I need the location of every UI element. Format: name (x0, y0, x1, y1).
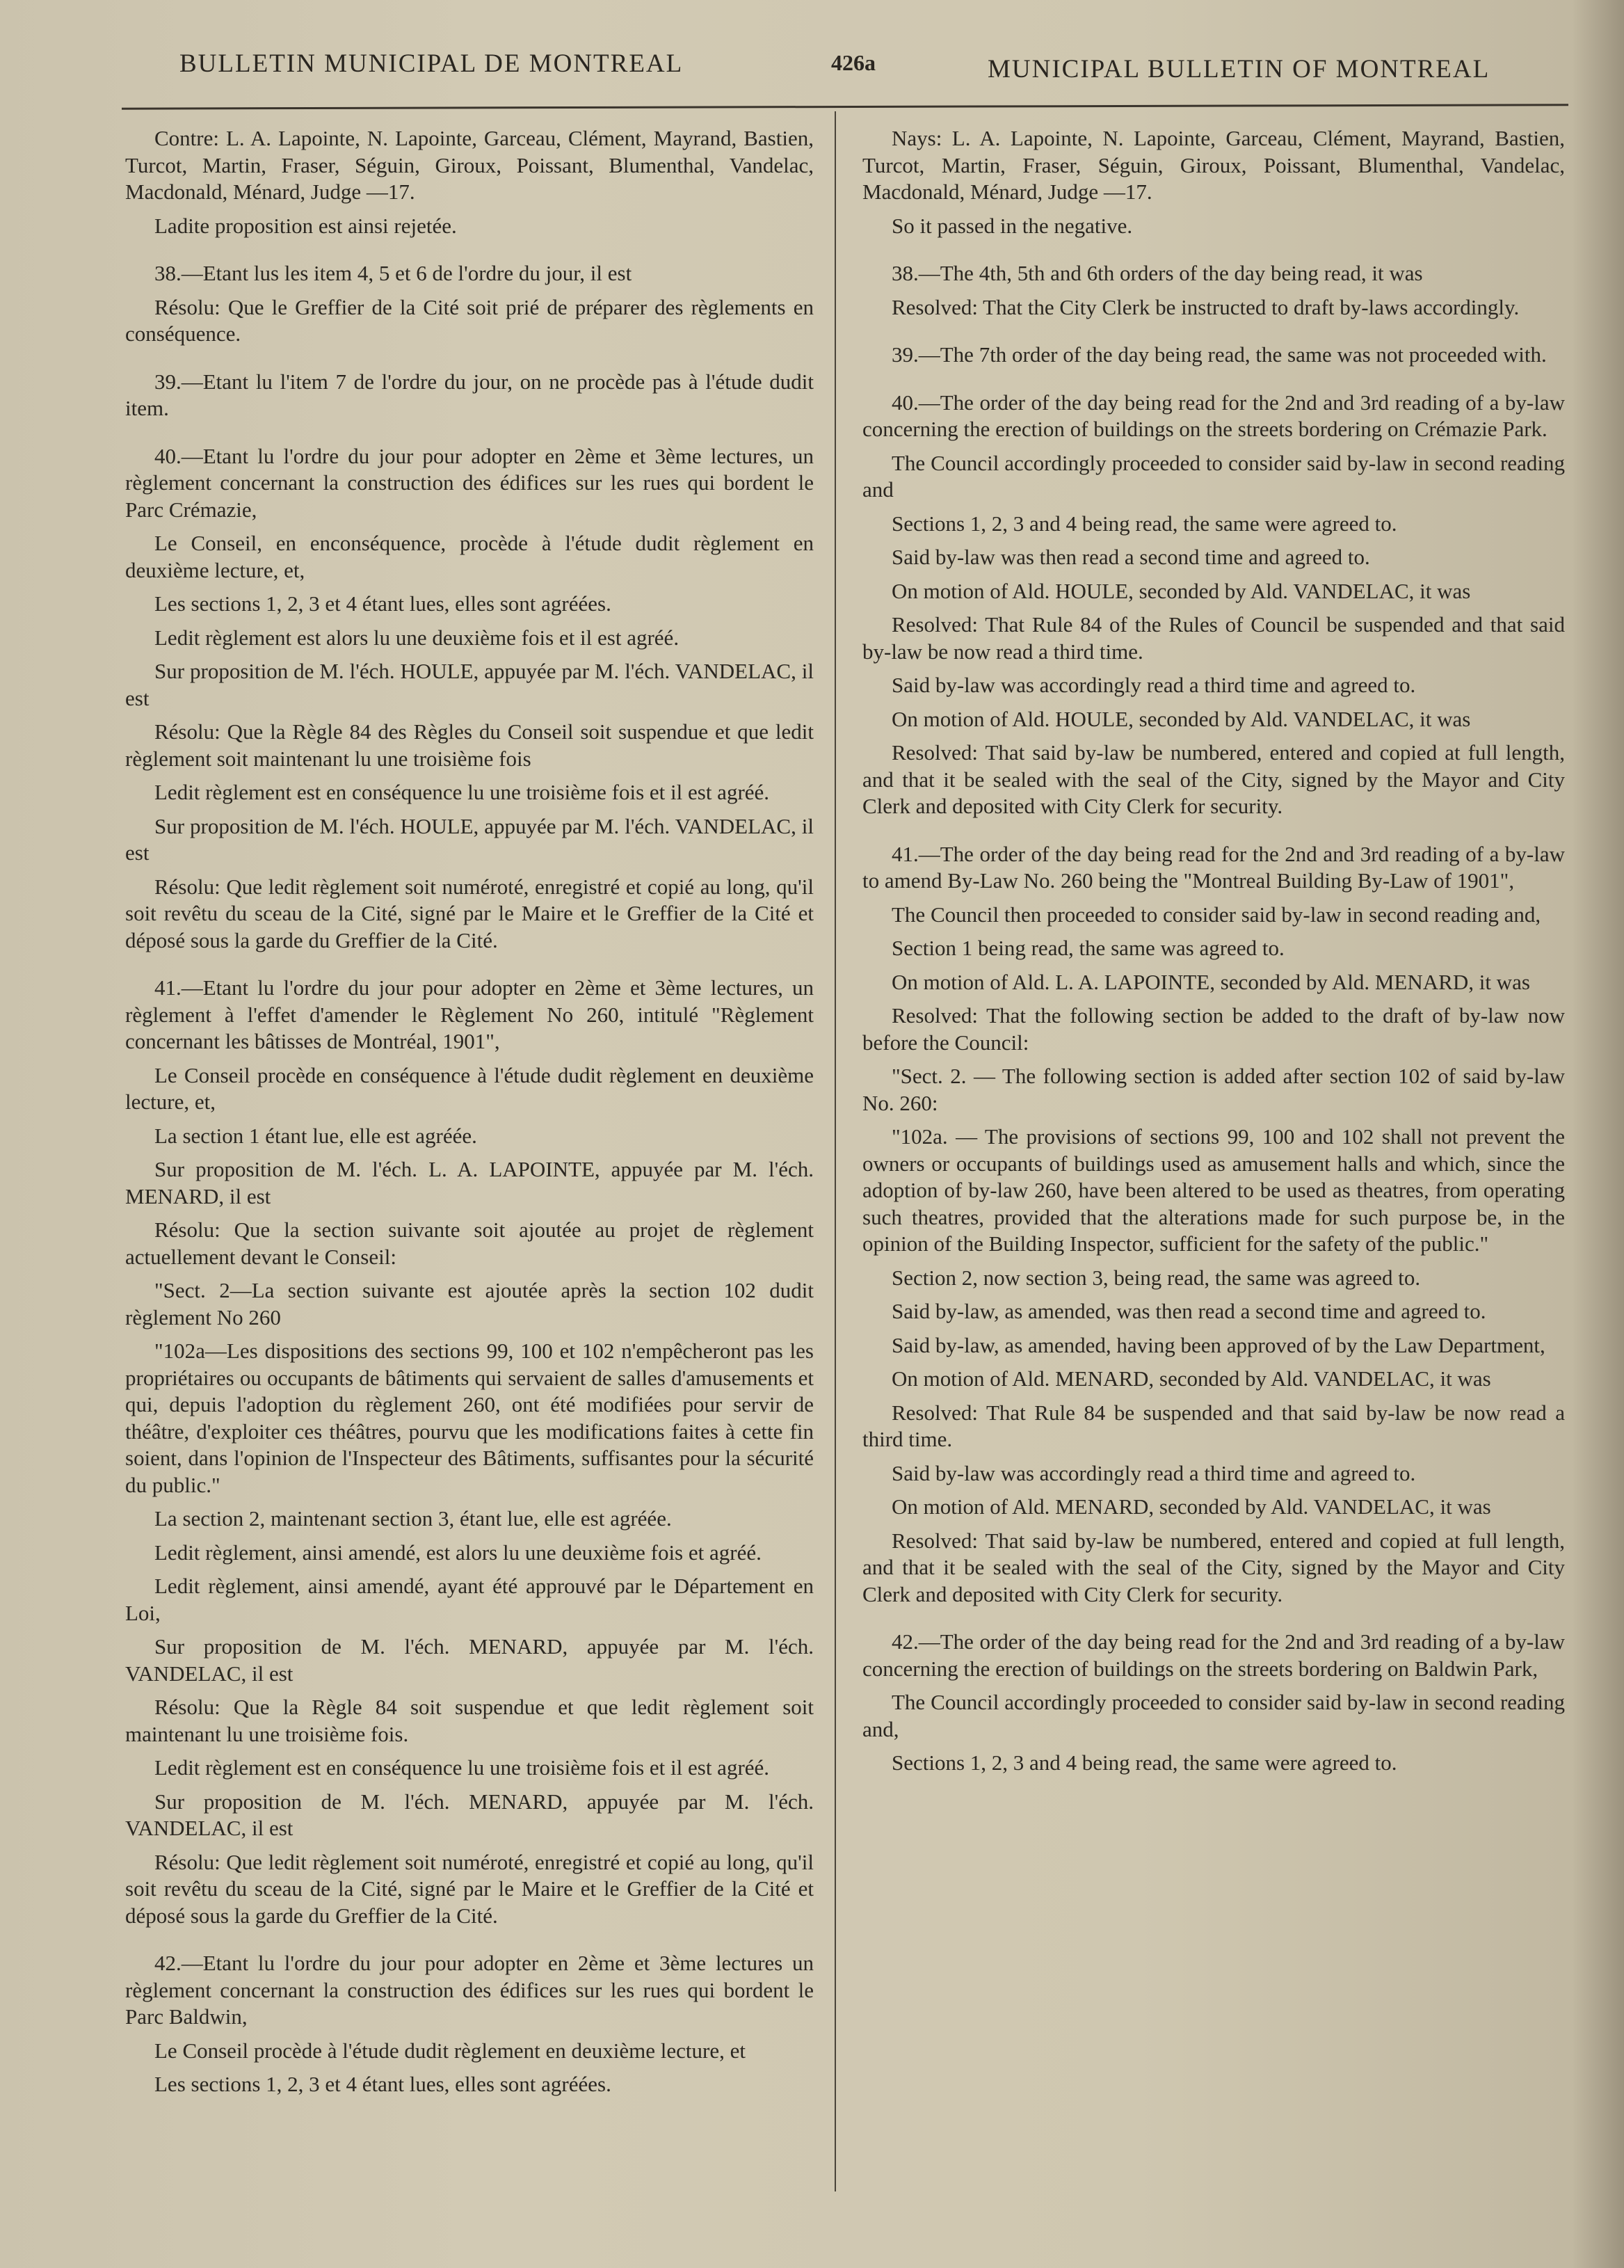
paragraph: Résolu: Que ledit règlement soit numéroté, enregistré et copié au long, qu'il soit revêtu du sceau de la Cité, signé par le Maire et le Greffier de la Cité et déposé sous la garde du Greffier de la Cité. (125, 1849, 814, 1928)
paragraph: Sur proposition de M. l'éch. HOULE, appuyée par M. l'éch. VANDELAC, il est (125, 813, 814, 865)
paragraph: 42.—Etant lu l'ordre du jour pour adopter en 2ème et 3ème lectures un règlement concernant la construction des édifices sur les rues qui bordent le Parc Baldwin, (125, 1951, 814, 2029)
paragraph: Les sections 1, 2, 3 et 4 étant lues, elles sont agréées. (154, 2072, 611, 2096)
paragraph: Sur proposition de M. l'éch. L. A. LAPOINTE, appuyée par M. l'éch. MENARD, il est (125, 1157, 814, 1208)
paragraph: Résolu: Que le Greffier de la Cité soit prié de préparer des règlements en conséquence. (125, 294, 814, 346)
paragraph: 40.—The order of the day being read for the 2nd and 3rd reading of a by-law concerning the erection of buildings on the streets bordering on Crémazie Park. (862, 390, 1565, 441)
paragraph: "102a—Les dispositions des sections 99, 100 et 102 n'empêcheront pas les propriétaires ou occupants de bâtiments qui servaient de salles d'amusements et qui, depuis l'adoption du règlement 260, ont été modifiées pour servir de théâtre, d'exploiter ces théâtres, pourvu que les modifications faites à cette fin soient, dans l'opinion de l'Inspecteur des Bâtiments, suffisantes pour la sécurité du public." (125, 1339, 814, 1497)
paragraph: So it passed in the negative. (892, 213, 1133, 238)
paragraph: "102a. — The provisions of sections 99, 100 and 102 shall not prevent the owners or occupants of buildings used as amusement halls and which, since the adoption of by-law 260, have been altered to be used as theatres, from operating such theatres, provided that the alterations made for such purpose be, in the opinion of the Building Inspector, sufficient for the safety of the public." (862, 1124, 1565, 1256)
paragraph: Section 2, now section 3, being read, the same was agreed to. (892, 1265, 1421, 1290)
paragraph: Ledit règlement est en conséquence lu une troisième fois et il est agréé. (154, 1755, 770, 1780)
paragraph: Sur proposition de M. l'éch. MENARD, appuyée par M. l'éch. VANDELAC, il est (125, 1634, 814, 1686)
paragraph: La section 2, maintenant section 3, étant lue, elle est agréée. (154, 1506, 672, 1531)
paragraph: The Council then proceeded to consider said by-law in second reading and, (892, 902, 1541, 927)
column-divider (835, 111, 836, 2191)
paragraph: On motion of Ald. MENARD, seconded by Ald. VANDELAC, it was (892, 1494, 1491, 1519)
header-english-title: MUNICIPAL BULLETIN OF MONTREAL (988, 55, 1490, 83)
paragraph: 38.—Etant lus les item 4, 5 et 6 de l'ordre du jour, il est (154, 261, 632, 285)
page-binding-shadow (1572, 0, 1624, 2268)
english-column (862, 125, 1565, 1784)
paragraph: Ledit règlement est en conséquence lu une troisième fois et il est agréé. (154, 780, 770, 804)
paragraph: Sur proposition de M. l'éch. HOULE, appuyée par M. l'éch. VANDELAC, il est (125, 659, 814, 710)
paragraph: "Sect. 2. — The following section is added after section 102 of said by-law No. 260: (862, 1064, 1565, 1115)
paragraph: On motion of Ald. L. A. LAPOINTE, seconded by Ald. MENARD, it was (892, 969, 1530, 994)
paragraph: On motion of Ald. HOULE, seconded by Ald. VANDELAC, it was (892, 578, 1471, 603)
paragraph: Said by-law was accordingly read a third time and agreed to. (892, 673, 1416, 697)
paragraph: Resolved: That the City Clerk be instructed to draft by-laws accordingly. (892, 294, 1520, 319)
paragraph: Résolu: Que ledit règlement soit numéroté, enregistré et copié au long, qu'il soit revêtu du sceau de la Cité, signé par le Maire et le Greffier de la Cité et déposé sous la garde du Greffier de la Cité. (125, 874, 814, 952)
paragraph: Résolu: Que la Règle 84 des Règles du Conseil soit suspendue et que ledit règlement soit maintenant lu une troisième fois (125, 719, 814, 771)
paragraph: Sections 1, 2, 3 and 4 being read, the same were agreed to. (892, 1750, 1397, 1775)
paragraph: Resolved: That the following section be added to the draft of by-law now before the Council: (862, 1003, 1565, 1055)
paragraph: Said by-law, as amended, was then read a second time and agreed to. (892, 1299, 1486, 1323)
paragraph: 41.—The order of the day being read for the 2nd and 3rd reading of a by-law to amend By-Law No. 260 being the "Montreal Building By-Law of 1901", (862, 841, 1565, 893)
page-number: 426a (831, 50, 876, 75)
paragraph: Résolu: Que la Règle 84 soit suspendue et que ledit règlement soit maintenant lu une troisième fois. (125, 1695, 814, 1746)
paragraph: Said by-law was accordingly read a third time and agreed to. (892, 1460, 1416, 1485)
paragraph: 42.—The order of the day being read for the 2nd and 3rd reading of a by-law concerning the erection of buildings on the streets bordering on Baldwin Park, (862, 1629, 1565, 1681)
paragraph: On motion of Ald. MENARD, seconded by Ald. VANDELAC, it was (892, 1366, 1491, 1391)
paragraph: Resolved: That said by-law be numbered, entered and copied at full length, and that it be sealed with the seal of the City, signed by the Mayor and City Clerk and deposited with City Clerk for security. (862, 740, 1565, 818)
paragraph: On motion of Ald. HOULE, seconded by Ald. VANDELAC, it was (892, 706, 1471, 731)
paragraph: Ledit règlement, ainsi amendé, ayant été approuvé par le Département en Loi, (125, 1574, 814, 1625)
paragraph: 39.—The 7th order of the day being read, the same was not proceeded with. (892, 342, 1547, 367)
paragraph: Le Conseil procède en conséquence à l'étude dudit règlement en deuxième lecture, et, (125, 1062, 814, 1114)
paragraph: Résolu: Que la section suivante soit ajoutée au projet de règlement actuellement devant le Conseil: (125, 1217, 814, 1269)
paragraph: Sections 1, 2, 3 and 4 being read, the same were agreed to. (892, 511, 1397, 536)
paragraph: 40.—Etant lu l'ordre du jour pour adopter en 2ème et 3ème lectures, un règlement concernant la construction des édifices sur les rues qui bordent le Parc Crémazie, (125, 443, 814, 522)
paragraph: "Sect. 2—La section suivante est ajoutée après la section 102 dudit règlement No 260 (125, 1278, 814, 1329)
header-french-title: BULLETIN MUNICIPAL DE MONTREAL (179, 49, 684, 78)
paragraph: Les sections 1, 2, 3 et 4 étant lues, elles sont agréées. (154, 591, 611, 616)
paragraph: The Council accordingly proceeded to consider said by-law in second reading and (862, 450, 1565, 502)
paragraph: Ledit règlement, ainsi amendé, est alors lu une deuxième fois et agréé. (154, 1540, 762, 1565)
paragraph: Resolved: That Rule 84 be suspended and that said by-law be now read a third time. (862, 1400, 1565, 1451)
paragraph: Nays: L. A. Lapointe, N. Lapointe, Garceau, Clément, Mayrand, Bastien, Turcot, Martin, Fraser, Séguin, Giroux, Poissant, Blumenthal, Vandelac, Macdonald, Ménard, Judge —17. (862, 126, 1565, 204)
paragraph: Said by-law was then read a second time and agreed to. (892, 545, 1370, 569)
paragraph: Resolved: That Rule 84 of the Rules of Council be suspended and that said by-law be now read a third time. (862, 612, 1565, 664)
paragraph: Ledit règlement est alors lu une deuxième fois et il est agréé. (154, 625, 680, 650)
paragraph: Ladite proposition est ainsi rejetée. (154, 213, 457, 238)
paragraph: Le Conseil, en enconséquence, procède à l'étude dudit règlement en deuxième lecture, et, (125, 531, 814, 582)
header-rule (122, 104, 1568, 109)
paragraph: Said by-law, as amended, having been approved of by the Law Department, (892, 1332, 1545, 1357)
paragraph: Contre: L. A. Lapointe, N. Lapointe, Garceau, Clément, Mayrand, Bastien, Turcot, Martin, Fraser, Séguin, Giroux, Poissant, Blumenthal, Vandelac, Macdonald, Ménard, Judge —17. (125, 126, 814, 204)
french-column (125, 125, 814, 2105)
paragraph: Resolved: That said by-law be numbered, entered and copied at full length, and that it be sealed with the seal of the City, signed by the Mayor and City Clerk and deposited with City Clerk for security. (862, 1528, 1565, 1606)
paragraph: La section 1 étant lue, elle est agréée. (154, 1123, 477, 1148)
paragraph: 41.—Etant lu l'ordre du jour pour adopter en 2ème et 3ème lectures, un règlement à l'effet d'amender le Règlement No 260, intitulé "Règlement concernant les bâtisses de Montréal, 1901", (125, 975, 814, 1053)
paragraph: 38.—The 4th, 5th and 6th orders of the day being read, it was (892, 261, 1423, 285)
paragraph: Le Conseil procède à l'étude dudit règlement en deuxième lecture, et (154, 2038, 746, 2063)
paragraph: The Council accordingly proceeded to consider said by-law in second reading and, (862, 1690, 1565, 1741)
paragraph: 39.—Etant lu l'item 7 de l'ordre du jour, on ne procède pas à l'étude dudit item. (125, 369, 814, 420)
page-header (0, 42, 1624, 97)
paragraph: Sur proposition de M. l'éch. MENARD, appuyée par M. l'éch. VANDELAC, il est (125, 1789, 814, 1840)
paragraph: Section 1 being read, the same was agreed to. (892, 936, 1285, 960)
